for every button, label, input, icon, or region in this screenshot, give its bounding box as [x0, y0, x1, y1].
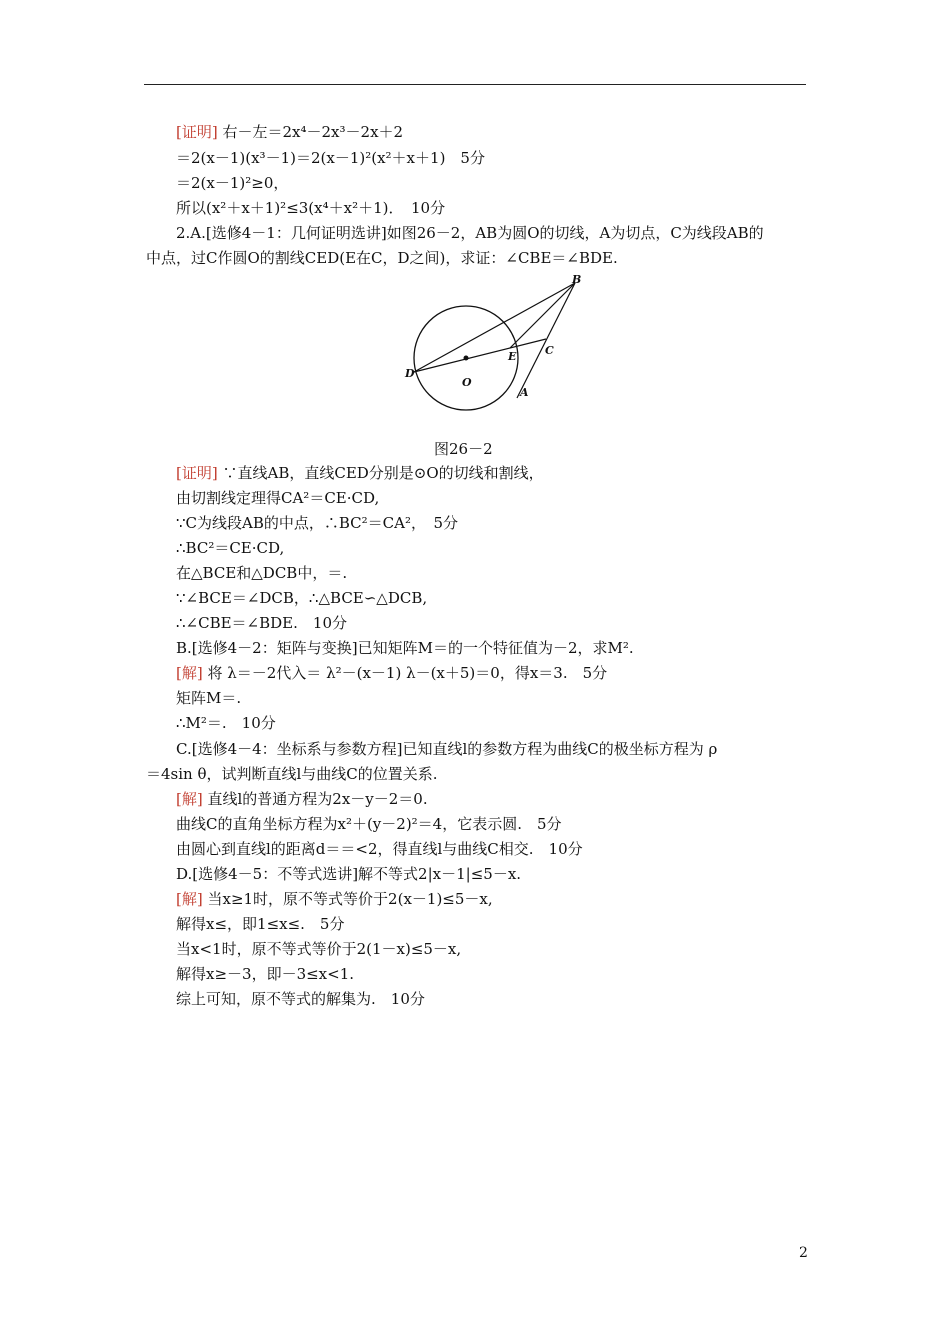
solution-tag: [解] [176, 664, 203, 682]
figure-caption: 图26－2 [434, 440, 493, 458]
text-line: ＝2(x－1)²≥0， [176, 174, 289, 192]
segment-db [414, 283, 575, 372]
text-line: [解] 直线l的普通方程为2x－y－2＝0. [176, 790, 428, 808]
label-c: C [545, 344, 554, 357]
header-rule [144, 84, 806, 85]
text-line: 综上可知，原不等式的解集为. 10分 [176, 990, 425, 1008]
text-line: [解] 当x≥1时，原不等式等价于2(x－1)≤5－x, [176, 890, 493, 908]
problem-2a-line: 2.A.[选修4－1：几何证明选讲]如图26－2，AB为圆O的切线，A为切点，C为线段AB的 [176, 224, 764, 242]
text-line: [解] 将 λ＝－2代入＝ λ²－(x－1) λ－(x＋5)＝0，得x＝3. 5分 [176, 664, 608, 682]
label-a: A [520, 386, 529, 399]
text-line: 解得x≤，即1≤x≤. 5分 [176, 915, 345, 933]
label-o: O [462, 376, 472, 389]
text-line: 所以(x²＋x＋1)²≤3(x⁴＋x²＋1)． 10分 [176, 199, 446, 217]
text-line: ＝2(x－1)(x³－1)＝2(x－1)²(x²＋x＋1) 5分 [176, 149, 485, 167]
center-point [464, 356, 469, 361]
solution-tag: [解] [176, 890, 203, 908]
text-line: 当x<1时，原不等式等价于2(1－x)≤5－x, [176, 940, 462, 958]
text-line: [证明] ∵直线AB，直线CED分别是⊙O的切线和割线， [176, 464, 544, 482]
problem-2a-line: 中点，过C作圆O的割线CED(E在C，D之间)，求证：∠CBE＝∠BDE. [146, 249, 618, 267]
text-line: 在△BCE和△DCB中，＝. [176, 564, 348, 582]
segment-eb [510, 283, 575, 348]
text-line: 矩阵M＝. [176, 689, 242, 707]
proof-tag: [证明] [176, 464, 218, 482]
text-line: ∵C为线段AB的中点，∴BC²＝CA²， 5分 [176, 514, 459, 532]
text-line: [证明] 右－左＝2x⁴－2x³－2x＋2 [176, 123, 404, 141]
text-line: 由圆心到直线l的距离d＝＝<2，得直线l与曲线C相交. 10分 [176, 840, 583, 858]
problem-2c-line: C.[选修4－4：坐标系与参数方程]已知直线l的参数方程为曲线C的极坐标方程为 ρ [176, 740, 718, 758]
label-d: D [405, 367, 415, 380]
problem-2c-line: ＝4sin θ，试判断直线l与曲线C的位置关系. [146, 765, 438, 783]
secant-ced [414, 339, 546, 372]
problem-2b-line: B.[选修4－2：矩阵与变换]已知矩阵M＝的一个特征值为－2，求M². [176, 639, 634, 657]
circle-diagram [400, 272, 590, 432]
tangent-ab [517, 283, 575, 398]
problem-2d-line: D.[选修4－5：不等式选讲]解不等式2|x－1|≤5－x. [176, 865, 522, 883]
page-number: 2 [799, 1245, 808, 1261]
text-line: ∵∠BCE＝∠DCB，∴△BCE∽△DCB, [176, 589, 428, 607]
text-line: 由切割线定理得CA²＝CE·CD, [176, 489, 380, 507]
text-line: ∴∠CBE＝∠BDE. 10分 [176, 614, 347, 632]
text-line: 解得x≥－3，即－3≤x<1. [176, 965, 355, 983]
solution-tag: [解] [176, 790, 203, 808]
label-b: B [572, 273, 582, 286]
proof-tag: [证明] [176, 123, 218, 141]
text-line: 曲线C的直角坐标方程为x²＋(y－2)²＝4，它表示圆. 5分 [176, 815, 562, 833]
label-e: E [508, 350, 517, 363]
text-line: ∴M²＝. 10分 [176, 714, 276, 732]
text-line: ∴BC²＝CE·CD, [176, 539, 285, 557]
geometry-figure [400, 272, 590, 436]
